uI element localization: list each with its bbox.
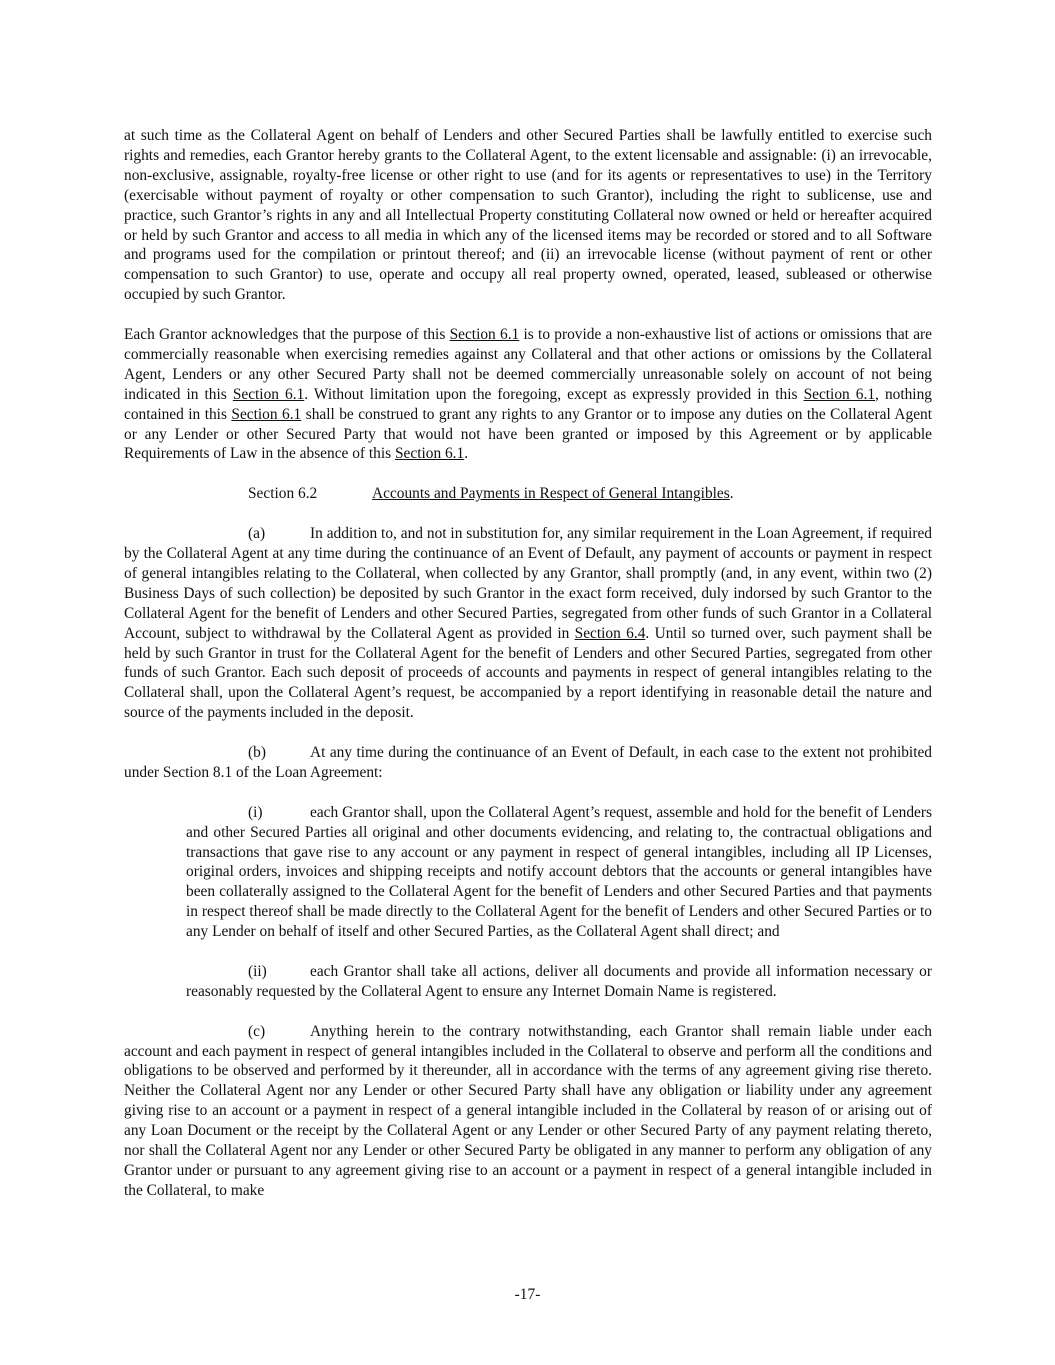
clause-label: (i) [248,803,263,821]
page-number: -17- [514,1286,541,1303]
section-heading: Section 6.2 Accounts and Payments in Respect of General Intangibles. [248,485,734,503]
clause-label: (c) [248,1022,266,1040]
section-ref: Section 6.4 [574,624,646,642]
paragraph-acknowledgement: Each Grantor acknowledges that the purpose of this Section 6.1 is to provide a non-exhaustive list of actions or omissions that are commercially reasonable when exercising remedies against any Collateral and that other actions or omissions by the Collateral Agent, Lenders or any other Secured Party shall not be deemed commercially unreasonable solely on account of not being indicated in this Section 6.1. Without limitation upon the foregoing, except as expressly provided in this Section 6.1, nothing contained in this Section 6.1 shall be construed to grant any rights to any Grantor or to impose any duties on the Collateral Agent or any Lender or other Secured Party that would not have been granted or imposed by this Agreement or by applicable Requirements of Law in the absence of this Section 6.1. [124,326,932,463]
section-ref: Section 6.1 [232,385,305,403]
paragraph-license-grant: at such time as the Collateral Agent on behalf of Lenders and other Secured Parties shall be lawfully entitled to exercise such rights and remedies, each Grantor hereby grants to the Collateral Agent, to the extent licensable and assignable: (i) an irrevocable, non-exclusive, assignable, royalty-free license or other right to use (and for its agents or representatives to use) in the Territory (exercisable without payment of royalty or other compensation to such Grantor), including the right to sublicense, use and practice, such Grantor’s rights in any and all Intellectual Property constituting Collateral now owned or held or hereafter acquired or held by such Grantor and access to all media in which any of the licensed items may be recorded or stored and to all Software and programs used for the compilation or printout thereof; and (ii) an irrevocable license (without payment of rent or other compensation to such Grantor) to use, operate and occupy all real property owned, operated, leased, subleased or otherwise occupied by such Grantor. [124,127,932,304]
section-ref: Section 6.1 [231,405,302,423]
section-ref: Section 6.1 [394,445,465,463]
clause-label: (ii) [248,962,267,980]
section-ref: Section 6.1 [449,326,520,344]
clause-label: (b) [248,744,266,762]
paragraph-a: (a) In addition to, and not in substitution for, any similar requirement in the Loan Agreement, if required by the Collateral Agent at any time during the continuance of an Event of Default, any payment of accounts or payment in respect of general intangibles relating to the Collateral, when collected by any Grantor, shall promptly (and, in any event, within two (2) Business Days of such collection) be deposited by such Grantor in the exact form received, duly indorsed by such Grantor to the Collateral Agent for the benefit of Lenders and other Secured Parties, segregated from other funds of such Grantor in a Collateral Account, subject to withdrawal by the Collateral Agent as provided in Section 6.4. Until so turned over, such payment shall be held by such Grantor in trust for the Collateral Agent for the benefit of Lenders and other Secured Parties, segregated from other funds of such Grantor. Each such deposit of proceeds of accounts and payments in respect of general intangibles relating to the Collateral shall, upon the Collateral Agent’s request, be accompanied by a report identifying in reasonable detail the nature and source of the payments included in the deposit. [124,525,932,722]
section-number: Section 6.2 [248,485,318,503]
paragraph-b-ii: (ii) each Grantor shall take all actions, deliver all documents and provide all information necessary or reasonably requested by the Collateral Agent to ensure any Internet Domain Name is registered. [186,962,932,1000]
paragraph-c: (c) Anything herein to the contrary notwithstanding, each Grantor shall remain liable under each account and each payment in respect of general intangibles included in the Collateral to observe and perform all the conditions and obligations to be observed and performed by it thereunder, all in accordance with the terms of any agreement giving rise thereto. Neither the Collateral Agent nor any Lender or other Secured Party shall have any obligation or liability under any agreement giving rise to an account or a payment in respect of a general intangible included in the Collateral by reason of or arising out of any Loan Document or the receipt by the Collateral Agent or any Lender or other Secured Party of any payment relating thereto, nor shall the Collateral Agent nor any Lender or other Secured Party be obligated in any manner to perform any obligation of any Grantor under or pursuant to any agreement giving rise to an account or a payment in respect of a general intangible included in the Collateral, to make [124,1022,932,1199]
paragraph-b-i: (i) each Grantor shall, upon the Collateral Agent’s request, assemble and hold for the benefit of Lenders and other Secured Parties all original and other documents evidencing, and relating to, the contractual obligations and transactions that gave rise to any account or any payment in respect of general intangibles, including all IP Licenses, original orders, invoices and shipping receipts and notify account debtors that the accounts or general intangibles have been collaterally assigned to the Collateral Agent for the benefit of Lenders and other Secured Parties and that payments in respect thereof shall be made directly to the Collateral Agent for the benefit of Lenders and other Secured Parties or to any Lender on behalf of itself and other Secured Parties, as the Collateral Agent shall direct; and [186,803,932,941]
section-title: Accounts and Payments in Respect of General Intangibles [372,485,730,503]
paragraph-b: (b) At any time during the continuance of an Event of Default, in each case to the extent not prohibited under Section 8.1 of the Loan Agreement: [124,744,932,781]
section-ref: Section 6.1 [803,385,876,403]
clause-label: (a) [248,525,266,543]
document-page [124,126,932,1221]
